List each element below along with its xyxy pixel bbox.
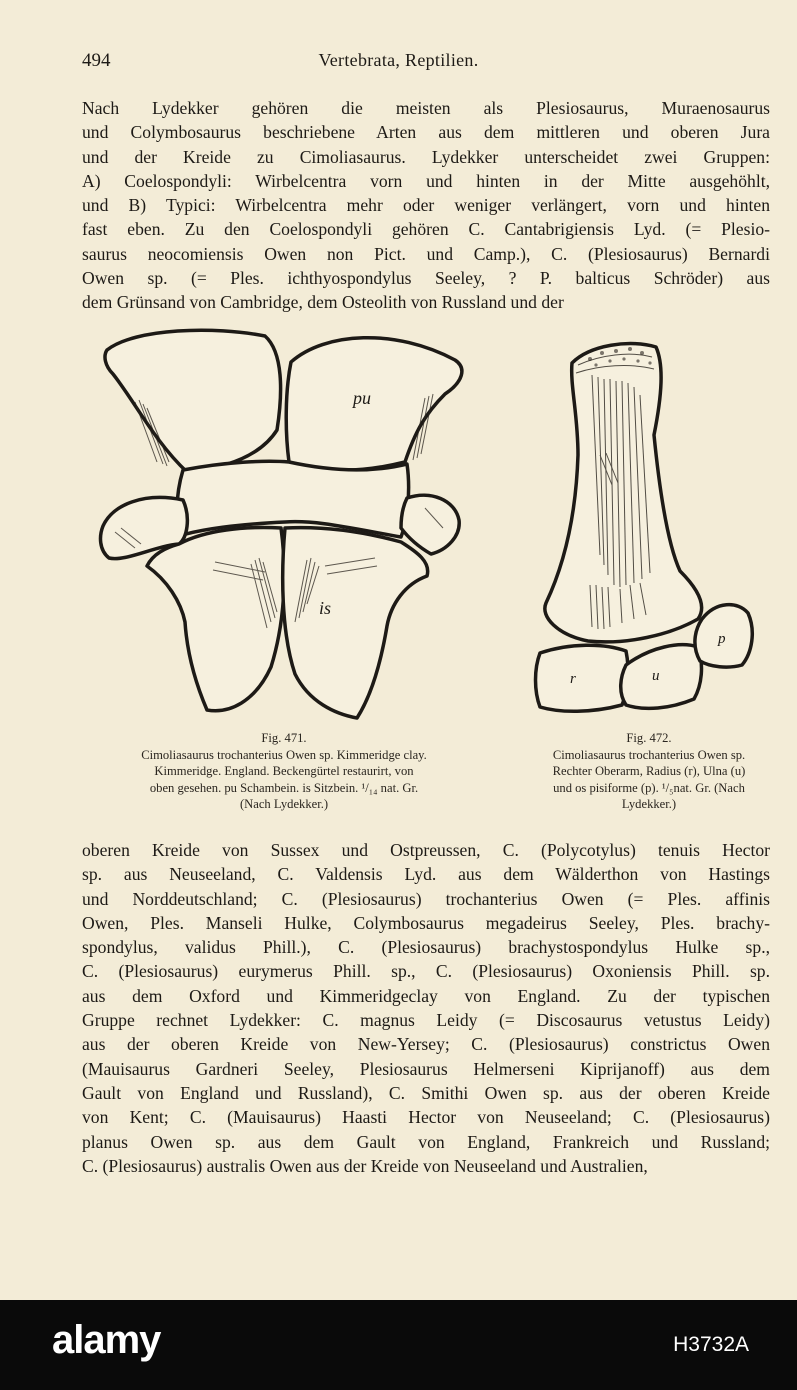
- caption-line: Cimoliasaurus trochanterius Owen sp.: [552, 747, 746, 762]
- radius-label: r: [570, 671, 576, 687]
- stock-image-id: H3732A: [673, 1333, 749, 1356]
- ulna-label: u: [652, 668, 660, 684]
- text-line: A) Coelospondyli: Wirbelcentra vorn und hinten in der Mitte ausgehöhlt,: [82, 170, 770, 191]
- text-line: von Kent; C. (Mauisaurus) Haasti Hector von Neuseeland; C. (Plesiosaurus): [82, 1107, 770, 1128]
- figure-472-label: Fig. 472.: [626, 731, 672, 745]
- humerus-illustration: [530, 335, 760, 715]
- figure-472-caption: [508, 730, 790, 813]
- text-line: und B) Typici: Wirbelcentra mehr oder weniger verlängert, vorn und hinten: [82, 195, 770, 216]
- figure-471-label: Fig. 471.: [261, 731, 307, 745]
- brand-logo: alamy: [52, 1318, 161, 1362]
- pisiforme-label: p: [718, 631, 726, 647]
- caption-line: und os pisiforme (p). ¹/₅nat. Gr. (Nach: [553, 780, 745, 795]
- text-line: C. (Plesiosaurus) australis Owen aus der Kreide von Neuseeland und Australien,: [82, 1155, 648, 1176]
- pubis-label: pu: [353, 388, 371, 408]
- caption-line: (Nach Lydekker.): [239, 797, 329, 811]
- paragraph-top: [82, 96, 770, 315]
- paragraph-bottom: [82, 838, 770, 1178]
- text-line: und Colymbosaurus beschriebene Arten aus dem mittleren und oberen Jura: [82, 122, 770, 143]
- text-line: fast eben. Zu den Coelospondyli gehören C. Cantabrigiensis Lyd. (= Plesio-: [82, 219, 770, 240]
- figure-471-caption: [96, 730, 472, 813]
- text-line: dem Grünsand von Cambridge, dem Osteolith von Russland und der: [82, 292, 564, 313]
- text-line: aus dem Oxford und Kimmeridgeclay von England. Zu der typischen: [82, 985, 770, 1006]
- pelvic-girdle-illustration: [95, 322, 470, 722]
- text-line: C. (Plesiosaurus) eurymerus Phill. sp., C. (Plesiosaurus) Oxoniensis Phill. sp.: [82, 961, 770, 982]
- text-line: saurus neocomiensis Owen non Pict. und Camp.), C. (Plesiosaurus) Bernardi: [82, 243, 770, 264]
- text-line: Nach Lydekker gehören die meisten als Plesiosaurus, Muraenosaurus: [82, 98, 770, 118]
- text-line: (Mauisaurus Gardneri Seeley, Plesiosaurus Helmerseni Kiprijanoff) aus dem: [82, 1058, 770, 1079]
- text-line: und Norddeutschland; C. (Plesiosaurus) trochanterius Owen (= Ples. affinis: [82, 888, 770, 909]
- text-line: spondylus, validus Phill.), C. (Plesiosaurus) brachystospondylus Hulke sp.,: [82, 937, 770, 958]
- text-line: sp. aus Neuseeland, C. Valdensis Lyd. aus dem Wälderthon von Hastings: [82, 864, 770, 885]
- page-number: 494: [82, 50, 111, 71]
- text-line: Owen sp. (= Ples. ichthyospondylus Seeley, ? P. balticus Schröder) aus: [82, 268, 770, 289]
- caption-line: Lydekker.): [621, 797, 677, 811]
- running-title: Vertebrata, Reptilien.: [318, 50, 479, 70]
- caption-line: Kimmeridge. England. Beckengürtel restaurirt, von: [154, 764, 414, 778]
- text-line: und der Kreide zu Cimoliasaurus. Lydekker unterscheidet zwei Gruppen:: [82, 146, 770, 167]
- text-line: Owen, Ples. Manseli Hulke, Colymbosaurus megadeirus Seeley, Ples. brachy-: [82, 912, 770, 933]
- text-line: aus der oberen Kreide von New-Yersey; C. (Plesiosaurus) constrictus Owen: [82, 1034, 770, 1055]
- text-line: planus Owen sp. aus dem Gault von England, Frankreich und Russland;: [82, 1131, 770, 1152]
- text-line: Gruppe rechnet Lydekker: C. magnus Leidy (= Discosaurus vetustus Leidy): [82, 1010, 770, 1031]
- caption-line: Rechter Oberarm, Radius (r), Ulna (u): [552, 764, 746, 778]
- text-line: oberen Kreide von Sussex und Ostpreussen, C. (Polycotylus) tenuis Hector: [82, 840, 770, 860]
- text-line: Gault von England und Russland), C. Smithi Owen sp. aus der oberen Kreide: [82, 1082, 770, 1103]
- caption-line: oben gesehen. pu Schambein. is Sitzbein. ¹/₁₄ nat. Gr.: [149, 780, 419, 795]
- stock-footer-bar: [0, 1300, 797, 1390]
- ischium-label: is: [319, 598, 332, 618]
- caption-line: Cimoliasaurus trochanterius Owen sp. Kimmeridge clay.: [141, 747, 427, 762]
